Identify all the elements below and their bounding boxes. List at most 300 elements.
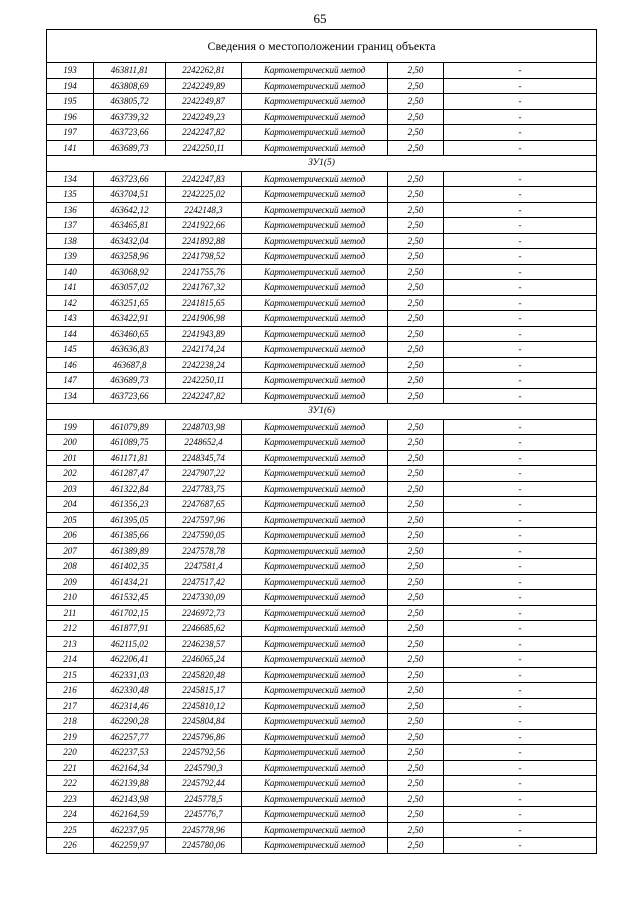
- x-coordinate-cell: 461532,45: [94, 590, 166, 606]
- point-number-cell: 136: [47, 202, 94, 218]
- point-number-cell: 217: [47, 698, 94, 714]
- x-coordinate-cell: 462143,98: [94, 791, 166, 807]
- point-number-cell: 202: [47, 466, 94, 482]
- y-coordinate-cell: 2242249,87: [166, 94, 242, 110]
- accuracy-cell: 2,50: [388, 388, 444, 404]
- y-coordinate-cell: 2245820,48: [166, 667, 242, 683]
- point-number-cell: 225: [47, 822, 94, 838]
- x-coordinate-cell: 462139,88: [94, 776, 166, 792]
- section-label: ЗУ1(6): [47, 404, 597, 420]
- table-row: [47, 419, 597, 435]
- x-coordinate-cell: 461877,91: [94, 621, 166, 637]
- description-cell: -: [444, 249, 597, 265]
- table-row: [47, 776, 597, 792]
- y-coordinate-cell: 2245790,3: [166, 760, 242, 776]
- accuracy-cell: 2,50: [388, 373, 444, 389]
- x-coordinate-cell: 463432,04: [94, 233, 166, 249]
- point-number-cell: 139: [47, 249, 94, 265]
- y-coordinate-cell: 2242250,11: [166, 140, 242, 156]
- accuracy-cell: 2,50: [388, 605, 444, 621]
- accuracy-cell: 2,50: [388, 590, 444, 606]
- y-coordinate-cell: 2246238,57: [166, 636, 242, 652]
- x-coordinate-cell: 461079,89: [94, 419, 166, 435]
- point-number-cell: 226: [47, 838, 94, 854]
- description-cell: -: [444, 466, 597, 482]
- description-cell: -: [444, 419, 597, 435]
- method-cell: Картометрический метод: [242, 280, 388, 296]
- x-coordinate-cell: 461322,84: [94, 481, 166, 497]
- point-number-cell: 193: [47, 63, 94, 79]
- x-coordinate-cell: 463460,65: [94, 326, 166, 342]
- point-number-cell: 194: [47, 78, 94, 94]
- description-cell: -: [444, 357, 597, 373]
- table-row: [47, 807, 597, 823]
- y-coordinate-cell: 2247597,96: [166, 512, 242, 528]
- method-cell: Картометрический метод: [242, 419, 388, 435]
- description-cell: -: [444, 605, 597, 621]
- accuracy-cell: 2,50: [388, 63, 444, 79]
- x-coordinate-cell: 461356,23: [94, 497, 166, 513]
- table-row: [47, 171, 597, 187]
- method-cell: Картометрический метод: [242, 63, 388, 79]
- method-cell: Картометрический метод: [242, 683, 388, 699]
- description-cell: -: [444, 559, 597, 575]
- y-coordinate-cell: 2247330,09: [166, 590, 242, 606]
- description-cell: -: [444, 760, 597, 776]
- y-coordinate-cell: 2245815,17: [166, 683, 242, 699]
- method-cell: Картометрический метод: [242, 249, 388, 265]
- point-number-cell: 197: [47, 125, 94, 141]
- description-cell: -: [444, 745, 597, 761]
- point-number-cell: 224: [47, 807, 94, 823]
- point-number-cell: 195: [47, 94, 94, 110]
- table-row: [47, 574, 597, 590]
- description-cell: -: [444, 636, 597, 652]
- description-cell: -: [444, 218, 597, 234]
- x-coordinate-cell: 463636,83: [94, 342, 166, 358]
- x-coordinate-cell: 463642,12: [94, 202, 166, 218]
- point-number-cell: 140: [47, 264, 94, 280]
- point-number-cell: 205: [47, 512, 94, 528]
- y-coordinate-cell: 2246972,73: [166, 605, 242, 621]
- accuracy-cell: 2,50: [388, 497, 444, 513]
- x-coordinate-cell: 461434,21: [94, 574, 166, 590]
- x-coordinate-cell: 463739,32: [94, 109, 166, 125]
- table-row: [47, 357, 597, 373]
- method-cell: Картометрический метод: [242, 140, 388, 156]
- description-cell: -: [444, 171, 597, 187]
- accuracy-cell: 2,50: [388, 807, 444, 823]
- point-number-cell: 216: [47, 683, 94, 699]
- point-number-cell: 222: [47, 776, 94, 792]
- point-number-cell: 145: [47, 342, 94, 358]
- x-coordinate-cell: 463689,73: [94, 373, 166, 389]
- point-number-cell: 206: [47, 528, 94, 544]
- table-row: [47, 667, 597, 683]
- point-number-cell: 221: [47, 760, 94, 776]
- x-coordinate-cell: 463258,96: [94, 249, 166, 265]
- x-coordinate-cell: 463251,65: [94, 295, 166, 311]
- description-cell: -: [444, 109, 597, 125]
- y-coordinate-cell: 2245776,7: [166, 807, 242, 823]
- accuracy-cell: 2,50: [388, 233, 444, 249]
- accuracy-cell: 2,50: [388, 295, 444, 311]
- point-number-cell: 134: [47, 388, 94, 404]
- table-row: [47, 714, 597, 730]
- table-row: [47, 125, 597, 141]
- y-coordinate-cell: 2245810,12: [166, 698, 242, 714]
- description-cell: -: [444, 187, 597, 203]
- x-coordinate-cell: 462237,53: [94, 745, 166, 761]
- x-coordinate-cell: 463687,8: [94, 357, 166, 373]
- table-row: [47, 621, 597, 637]
- section-header-row: [47, 404, 597, 420]
- accuracy-cell: 2,50: [388, 698, 444, 714]
- description-cell: -: [444, 574, 597, 590]
- description-cell: -: [444, 714, 597, 730]
- boundary-coordinates-table: [46, 29, 597, 854]
- method-cell: Картометрический метод: [242, 295, 388, 311]
- table-row: [47, 94, 597, 110]
- accuracy-cell: 2,50: [388, 419, 444, 435]
- accuracy-cell: 2,50: [388, 466, 444, 482]
- table-row: [47, 512, 597, 528]
- x-coordinate-cell: 463465,81: [94, 218, 166, 234]
- x-coordinate-cell: 463422,91: [94, 311, 166, 327]
- table-row: [47, 528, 597, 544]
- description-cell: -: [444, 435, 597, 451]
- x-coordinate-cell: 463723,66: [94, 388, 166, 404]
- accuracy-cell: 2,50: [388, 667, 444, 683]
- description-cell: -: [444, 125, 597, 141]
- accuracy-cell: 2,50: [388, 94, 444, 110]
- accuracy-cell: 2,50: [388, 559, 444, 575]
- x-coordinate-cell: 463723,66: [94, 171, 166, 187]
- accuracy-cell: 2,50: [388, 218, 444, 234]
- y-coordinate-cell: 2245778,96: [166, 822, 242, 838]
- table-row: [47, 218, 597, 234]
- description-cell: -: [444, 807, 597, 823]
- description-cell: -: [444, 481, 597, 497]
- y-coordinate-cell: 2242247,83: [166, 171, 242, 187]
- description-cell: -: [444, 497, 597, 513]
- description-cell: -: [444, 621, 597, 637]
- y-coordinate-cell: 2241892,88: [166, 233, 242, 249]
- accuracy-cell: 2,50: [388, 342, 444, 358]
- table-row: [47, 683, 597, 699]
- description-cell: -: [444, 311, 597, 327]
- description-cell: -: [444, 698, 597, 714]
- table-row: [47, 78, 597, 94]
- description-cell: -: [444, 683, 597, 699]
- table-row: [47, 605, 597, 621]
- x-coordinate-cell: 462164,34: [94, 760, 166, 776]
- table-row: [47, 450, 597, 466]
- page-number: 65: [313, 11, 327, 26]
- method-cell: Картометрический метод: [242, 497, 388, 513]
- y-coordinate-cell: 2242250,11: [166, 373, 242, 389]
- point-number-cell: 146: [47, 357, 94, 373]
- accuracy-cell: 2,50: [388, 636, 444, 652]
- method-cell: Картометрический метод: [242, 605, 388, 621]
- table-row: [47, 140, 597, 156]
- accuracy-cell: 2,50: [388, 652, 444, 668]
- y-coordinate-cell: 2245778,5: [166, 791, 242, 807]
- method-cell: Картометрический метод: [242, 388, 388, 404]
- description-cell: -: [444, 776, 597, 792]
- method-cell: Картометрический метод: [242, 543, 388, 559]
- y-coordinate-cell: 2248703,98: [166, 419, 242, 435]
- accuracy-cell: 2,50: [388, 326, 444, 342]
- accuracy-cell: 2,50: [388, 528, 444, 544]
- description-cell: -: [444, 838, 597, 854]
- description-cell: -: [444, 264, 597, 280]
- y-coordinate-cell: 2241922,66: [166, 218, 242, 234]
- x-coordinate-cell: 463068,92: [94, 264, 166, 280]
- method-cell: Картометрический метод: [242, 342, 388, 358]
- method-cell: Картометрический метод: [242, 714, 388, 730]
- method-cell: Картометрический метод: [242, 559, 388, 575]
- method-cell: Картометрический метод: [242, 667, 388, 683]
- point-number-cell: 141: [47, 140, 94, 156]
- y-coordinate-cell: 2247517,42: [166, 574, 242, 590]
- point-number-cell: 138: [47, 233, 94, 249]
- y-coordinate-cell: 2247581,4: [166, 559, 242, 575]
- point-number-cell: 213: [47, 636, 94, 652]
- accuracy-cell: 2,50: [388, 791, 444, 807]
- accuracy-cell: 2,50: [388, 512, 444, 528]
- table-row: [47, 481, 597, 497]
- point-number-cell: 220: [47, 745, 94, 761]
- description-cell: -: [444, 342, 597, 358]
- table-title: Сведения о местоположении границ объекта: [47, 30, 597, 63]
- description-cell: -: [444, 63, 597, 79]
- method-cell: Картометрический метод: [242, 311, 388, 327]
- table-row: [47, 590, 597, 606]
- description-cell: -: [444, 140, 597, 156]
- method-cell: Картометрический метод: [242, 373, 388, 389]
- point-number-cell: 200: [47, 435, 94, 451]
- accuracy-cell: 2,50: [388, 745, 444, 761]
- table-row: [47, 373, 597, 389]
- description-cell: -: [444, 667, 597, 683]
- description-cell: -: [444, 94, 597, 110]
- y-coordinate-cell: 2242225,02: [166, 187, 242, 203]
- accuracy-cell: 2,50: [388, 125, 444, 141]
- accuracy-cell: 2,50: [388, 450, 444, 466]
- method-cell: Картометрический метод: [242, 822, 388, 838]
- y-coordinate-cell: 2241943,89: [166, 326, 242, 342]
- table-row: [47, 342, 597, 358]
- table-row: [47, 791, 597, 807]
- table-row: [47, 187, 597, 203]
- description-cell: -: [444, 373, 597, 389]
- method-cell: Картометрический метод: [242, 125, 388, 141]
- point-number-cell: 218: [47, 714, 94, 730]
- point-number-cell: 215: [47, 667, 94, 683]
- method-cell: Картометрический метод: [242, 264, 388, 280]
- x-coordinate-cell: 462237,95: [94, 822, 166, 838]
- description-cell: -: [444, 233, 597, 249]
- table-row: [47, 63, 597, 79]
- table-row: [47, 652, 597, 668]
- method-cell: Картометрический метод: [242, 776, 388, 792]
- y-coordinate-cell: 2241767,32: [166, 280, 242, 296]
- x-coordinate-cell: 462330,48: [94, 683, 166, 699]
- description-cell: -: [444, 202, 597, 218]
- accuracy-cell: 2,50: [388, 760, 444, 776]
- x-coordinate-cell: 462164,59: [94, 807, 166, 823]
- point-number-cell: 210: [47, 590, 94, 606]
- point-number-cell: 203: [47, 481, 94, 497]
- x-coordinate-cell: 461287,47: [94, 466, 166, 482]
- accuracy-cell: 2,50: [388, 140, 444, 156]
- y-coordinate-cell: 2242148,3: [166, 202, 242, 218]
- point-number-cell: 207: [47, 543, 94, 559]
- method-cell: Картометрический метод: [242, 838, 388, 854]
- method-cell: Картометрический метод: [242, 791, 388, 807]
- method-cell: Картометрический метод: [242, 574, 388, 590]
- accuracy-cell: 2,50: [388, 264, 444, 280]
- y-coordinate-cell: 2245792,56: [166, 745, 242, 761]
- table-row: [47, 264, 597, 280]
- y-coordinate-cell: 2247783,75: [166, 481, 242, 497]
- description-cell: -: [444, 729, 597, 745]
- x-coordinate-cell: 461402,35: [94, 559, 166, 575]
- x-coordinate-cell: 462314,46: [94, 698, 166, 714]
- y-coordinate-cell: 2247907,22: [166, 466, 242, 482]
- point-number-cell: 208: [47, 559, 94, 575]
- table-row: [47, 822, 597, 838]
- method-cell: Картометрический метод: [242, 621, 388, 637]
- table-row: [47, 559, 597, 575]
- accuracy-cell: 2,50: [388, 435, 444, 451]
- description-cell: -: [444, 280, 597, 296]
- method-cell: Картометрический метод: [242, 652, 388, 668]
- table-title-row: [47, 30, 597, 63]
- point-number-cell: 135: [47, 187, 94, 203]
- y-coordinate-cell: 2245792,44: [166, 776, 242, 792]
- point-number-cell: 211: [47, 605, 94, 621]
- table-row: [47, 698, 597, 714]
- x-coordinate-cell: 462115,02: [94, 636, 166, 652]
- accuracy-cell: 2,50: [388, 574, 444, 590]
- method-cell: Картометрический метод: [242, 481, 388, 497]
- description-cell: -: [444, 512, 597, 528]
- table-row: [47, 760, 597, 776]
- description-cell: -: [444, 78, 597, 94]
- y-coordinate-cell: 2247590,05: [166, 528, 242, 544]
- point-number-cell: 147: [47, 373, 94, 389]
- description-cell: -: [444, 528, 597, 544]
- y-coordinate-cell: 2245780,06: [166, 838, 242, 854]
- x-coordinate-cell: 462257,77: [94, 729, 166, 745]
- table-row: [47, 636, 597, 652]
- description-cell: -: [444, 652, 597, 668]
- method-cell: Картометрический метод: [242, 590, 388, 606]
- x-coordinate-cell: 462259,97: [94, 838, 166, 854]
- point-number-cell: 143: [47, 311, 94, 327]
- x-coordinate-cell: 463689,73: [94, 140, 166, 156]
- table-row: [47, 435, 597, 451]
- accuracy-cell: 2,50: [388, 838, 444, 854]
- description-cell: -: [444, 388, 597, 404]
- accuracy-cell: 2,50: [388, 714, 444, 730]
- point-number-cell: 144: [47, 326, 94, 342]
- y-coordinate-cell: 2245804,84: [166, 714, 242, 730]
- method-cell: Картометрический метод: [242, 528, 388, 544]
- point-number-cell: 137: [47, 218, 94, 234]
- table-row: [47, 745, 597, 761]
- y-coordinate-cell: 2242247,82: [166, 388, 242, 404]
- method-cell: Картометрический метод: [242, 745, 388, 761]
- point-number-cell: 142: [47, 295, 94, 311]
- y-coordinate-cell: 2242174,24: [166, 342, 242, 358]
- method-cell: Картометрический метод: [242, 94, 388, 110]
- method-cell: Картометрический метод: [242, 760, 388, 776]
- x-coordinate-cell: 462206,41: [94, 652, 166, 668]
- point-number-cell: 219: [47, 729, 94, 745]
- method-cell: Картометрический метод: [242, 202, 388, 218]
- description-cell: -: [444, 822, 597, 838]
- description-cell: -: [444, 295, 597, 311]
- method-cell: Картометрический метод: [242, 729, 388, 745]
- method-cell: Картометрический метод: [242, 187, 388, 203]
- method-cell: Картометрический метод: [242, 78, 388, 94]
- y-coordinate-cell: 2241906,98: [166, 311, 242, 327]
- table-row: [47, 295, 597, 311]
- table-row: [47, 280, 597, 296]
- accuracy-cell: 2,50: [388, 202, 444, 218]
- method-cell: Картометрический метод: [242, 233, 388, 249]
- accuracy-cell: 2,50: [388, 171, 444, 187]
- x-coordinate-cell: 462290,28: [94, 714, 166, 730]
- y-coordinate-cell: 2242238,24: [166, 357, 242, 373]
- table-row: [47, 543, 597, 559]
- x-coordinate-cell: 463704,51: [94, 187, 166, 203]
- table-row: [47, 466, 597, 482]
- x-coordinate-cell: 461089,75: [94, 435, 166, 451]
- accuracy-cell: 2,50: [388, 729, 444, 745]
- accuracy-cell: 2,50: [388, 357, 444, 373]
- point-number-cell: 134: [47, 171, 94, 187]
- x-coordinate-cell: 463808,69: [94, 78, 166, 94]
- x-coordinate-cell: 463805,72: [94, 94, 166, 110]
- x-coordinate-cell: 461702,15: [94, 605, 166, 621]
- y-coordinate-cell: 2241798,52: [166, 249, 242, 265]
- method-cell: Картометрический метод: [242, 109, 388, 125]
- x-coordinate-cell: 461171,81: [94, 450, 166, 466]
- table-row: [47, 311, 597, 327]
- y-coordinate-cell: 2247578,78: [166, 543, 242, 559]
- x-coordinate-cell: 463057,02: [94, 280, 166, 296]
- table-row: [47, 233, 597, 249]
- accuracy-cell: 2,50: [388, 776, 444, 792]
- description-cell: -: [444, 791, 597, 807]
- table-row: [47, 497, 597, 513]
- method-cell: Картометрический метод: [242, 466, 388, 482]
- method-cell: Картометрический метод: [242, 807, 388, 823]
- table-row: [47, 249, 597, 265]
- point-number-cell: 196: [47, 109, 94, 125]
- accuracy-cell: 2,50: [388, 311, 444, 327]
- x-coordinate-cell: 461389,89: [94, 543, 166, 559]
- section-label: ЗУ1(5): [47, 156, 597, 172]
- description-cell: -: [444, 450, 597, 466]
- y-coordinate-cell: 2242249,23: [166, 109, 242, 125]
- method-cell: Картометрический метод: [242, 218, 388, 234]
- point-number-cell: 223: [47, 791, 94, 807]
